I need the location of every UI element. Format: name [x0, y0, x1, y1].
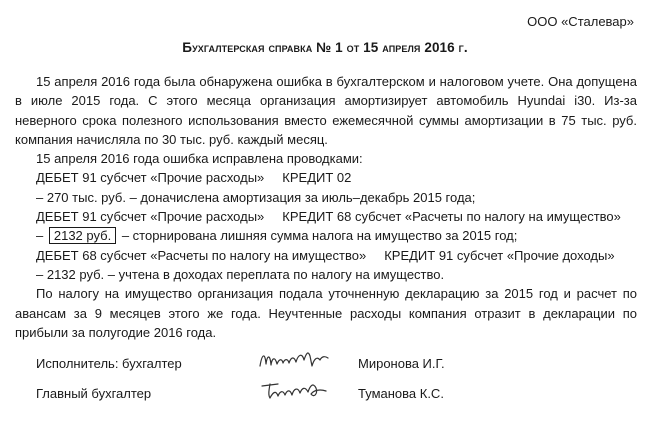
handwritten-signature-tumanova [256, 374, 336, 404]
entry-3-debit: ДЕБЕТ 68 субсчет «Расчеты по налогу на имущество» [36, 247, 367, 263]
entry-1-credit: КРЕДИТ 02 [282, 170, 352, 186]
entry-2-debit: ДЕБЕТ 91 субсчет «Прочие расходы» [36, 209, 265, 225]
entry-3-credit: КРЕДИТ 91 субсчет «Прочие доходы» [384, 247, 615, 263]
document-body [15, 72, 637, 342]
paragraph-error-description: 15 апреля 2016 года была обнаружена ошибка в бухгалтерском и налоговом учете. Она допущена в июле 2015 года. С этого месяца организация амортизирует автомобиль Hyundai i30. Из-за неверного срока полезного использования вместо ежемесячной суммы амортизации в 75 тыс. руб. компания начисляла по 30 тыс. руб. каждый месяц. [15, 74, 637, 147]
entry-3-note: – 2132 руб. – учтена в доходах переплата по налогу на имущество. [36, 266, 445, 282]
entry-2-credit: КРЕДИТ 68 субсчет «Расчеты по налогу на имущество» [282, 209, 621, 225]
signature-name: Туманова К.С. [358, 386, 444, 401]
entry-2-note: – сторнирована лишняя сумма налога на имущество за 2015 год; [121, 228, 518, 244]
company-name: ООО «Сталевар» [527, 14, 634, 29]
signature-block [36, 352, 636, 412]
entry-3-accounts [15, 246, 637, 265]
handwritten-signature-mironova [256, 344, 336, 374]
entry-2-dash: – [36, 228, 44, 244]
entry-2-accounts [15, 207, 637, 226]
entry-1-debit: ДЕБЕТ 91 субсчет «Прочие расходы» [36, 170, 265, 186]
signature-role: Исполнитель: бухгалтер [36, 356, 182, 371]
signature-name: Миронова И.Г. [358, 356, 445, 371]
entry-1-note: – 270 тыс. руб. – доначислена амортизация за июль–декабрь 2015 года; [36, 189, 476, 205]
entry-2-amount-box: 2132 руб. [49, 227, 116, 244]
entry-1-accounts [15, 168, 637, 187]
signature-row-chief [36, 382, 636, 412]
document-title: Бухгалтерская справка № 1 от 15 апреля 2016 г. [182, 40, 468, 55]
paragraph-declaration: По налогу на имущество организация подала уточненную декларацию за 2015 год и расчет по авансам за 9 месяцев этого же года. Неучтенные расходы компания отразит в декларации по прибыли за полугодие 2016 года. [15, 286, 637, 340]
entry-2-note-line [15, 226, 637, 245]
signature-role: Главный бухгалтер [36, 386, 152, 401]
paragraph-correction-intro: 15 апреля 2016 года ошибка исправлена проводками: [36, 151, 363, 167]
signature-row-executor [36, 352, 636, 382]
